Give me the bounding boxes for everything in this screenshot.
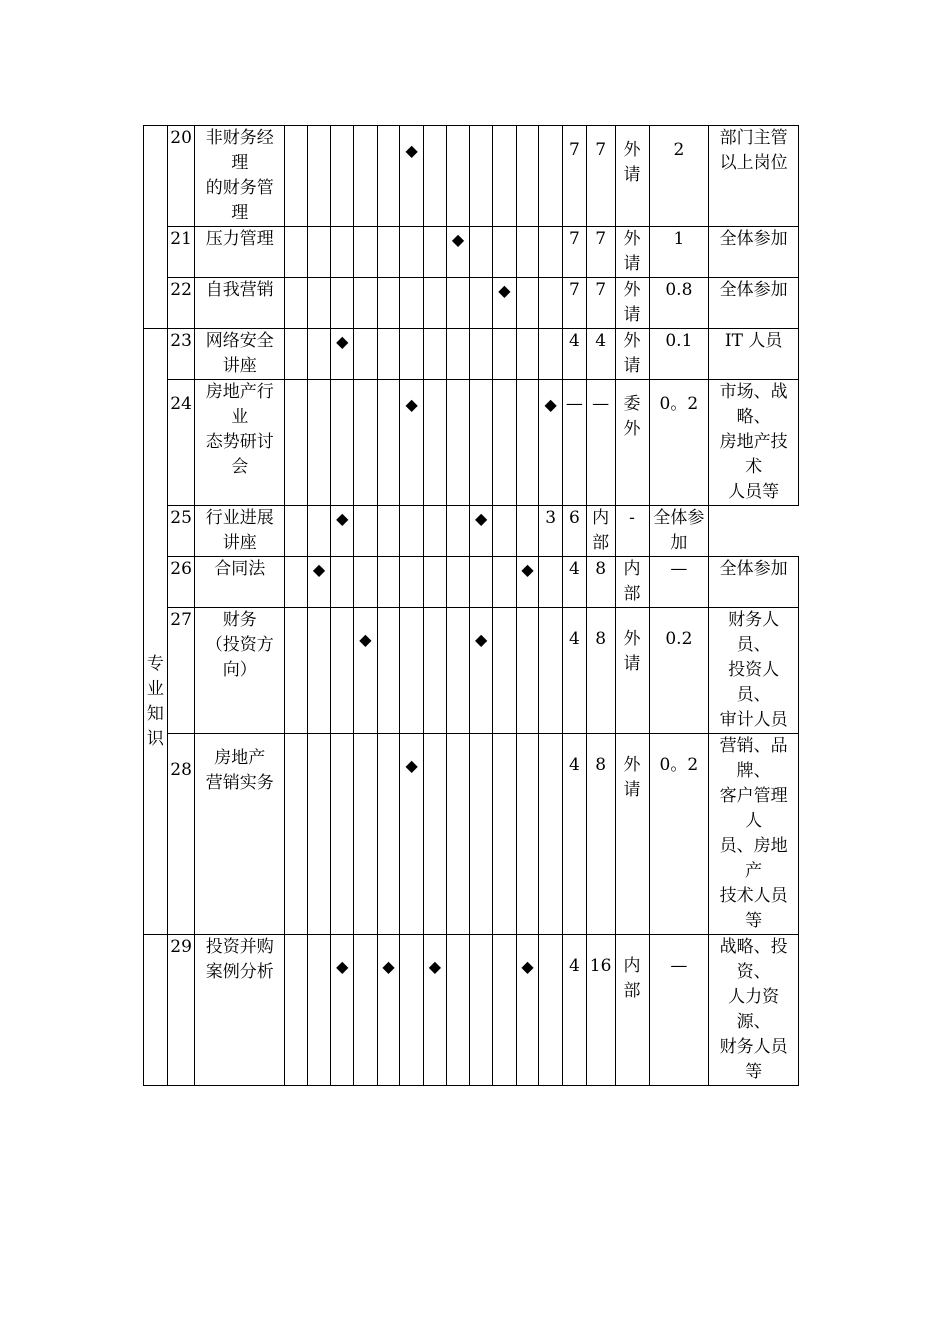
cost: —	[670, 956, 688, 976]
value-b: 8	[595, 755, 607, 775]
schedule-diamond: ◆	[428, 957, 442, 976]
category-cell-empty	[144, 126, 168, 329]
value-a: —	[565, 394, 583, 414]
method: 内 部	[615, 557, 649, 608]
schedule-diamond: ◆	[359, 630, 372, 649]
method: 外 请	[615, 227, 649, 278]
method: 内 部	[623, 956, 641, 1001]
method: 内 部	[586, 506, 615, 557]
value-a: 7	[568, 140, 580, 160]
course-name: 压力管理	[195, 227, 285, 278]
target-staff: 全体参加	[709, 557, 799, 608]
schedule-diamond: ◆	[521, 957, 534, 976]
category-cell	[144, 329, 168, 935]
training-plan-table	[143, 125, 799, 1086]
schedule-diamond: ◆	[521, 560, 534, 579]
course-name: 非财务经 理 的财务管 理	[195, 126, 285, 227]
schedule-diamond: ◆	[336, 957, 349, 976]
target-staff: 全体参加	[649, 506, 709, 557]
course-name: 合同法	[195, 557, 285, 608]
value-a: 4	[563, 557, 587, 608]
schedule-diamond: ◆	[336, 332, 349, 351]
table-row	[144, 506, 799, 557]
schedule-diamond: ◆	[498, 281, 511, 300]
row-number: 20	[167, 126, 195, 227]
row-number: 22	[167, 278, 195, 329]
value-b: 7	[586, 227, 615, 278]
course-name: 房地产 营销实务	[195, 734, 285, 935]
value-b: 4	[586, 329, 615, 380]
schedule-diamond: ◆	[544, 395, 557, 414]
row-number: 26	[167, 557, 195, 608]
cost: 2	[673, 140, 685, 160]
value-b: 8	[586, 557, 615, 608]
method: 外 请	[615, 278, 649, 329]
course-name: 行业进展 讲座	[195, 506, 285, 557]
cost: —	[649, 557, 709, 608]
method: 外 请	[615, 329, 649, 380]
table-row	[144, 126, 799, 227]
target-staff: 营销、品 牌、 客户管理 人 员、房地 产 技术人员 等	[709, 734, 799, 935]
table-row	[144, 734, 799, 935]
value-a: 4	[568, 629, 580, 649]
value-b: —	[592, 394, 610, 414]
schedule-diamond: ◆	[382, 957, 395, 976]
schedule-diamond: ◆	[451, 230, 465, 249]
target-staff: 财务人 员、 投资人 员、 审计人员	[709, 608, 799, 734]
target-staff: 市场、战 略、 房地产技 术 人员等	[709, 380, 799, 506]
cost: 0。2	[659, 755, 699, 775]
value-a: 4	[568, 956, 580, 976]
course-name: 投资并购 案例分析	[195, 935, 285, 1086]
cost: 0.1	[649, 329, 709, 380]
target-staff: 全体参加	[709, 278, 799, 329]
cost: 0.8	[649, 278, 709, 329]
value-a: 4	[568, 755, 580, 775]
target-staff: IT 人员	[709, 329, 799, 380]
table-row	[144, 329, 799, 380]
table-row	[144, 935, 799, 1086]
cost: 0.2	[665, 629, 693, 649]
value-b: 16	[589, 956, 612, 976]
row-number: 24	[167, 380, 195, 506]
row-number: 28	[167, 734, 195, 935]
cost: 0。2	[659, 394, 699, 414]
row-number: 27	[167, 608, 195, 734]
method: 外 请	[623, 755, 641, 800]
value-a: 7	[563, 278, 587, 329]
table-row	[144, 557, 799, 608]
value-b: 7	[586, 278, 615, 329]
value-a: 3	[539, 506, 563, 557]
schedule-diamond: ◆	[405, 141, 418, 160]
course-name: 网络安全 讲座	[195, 329, 285, 380]
row-number: 23	[167, 329, 195, 380]
schedule-diamond: ◆	[405, 395, 418, 414]
method: 外 请	[623, 629, 641, 674]
cost: -	[615, 506, 649, 557]
course-name: 自我营销	[195, 278, 285, 329]
table-row	[144, 608, 799, 734]
value-a: 7	[563, 227, 587, 278]
value-a: 4	[563, 329, 587, 380]
method: 外 请	[623, 140, 641, 185]
course-name: 房地产行 业 态势研讨 会	[195, 380, 285, 506]
schedule-diamond: ◆	[336, 509, 349, 528]
table-row	[144, 227, 799, 278]
category-label: 专业知识	[146, 653, 164, 749]
value-b: 6	[563, 506, 587, 557]
schedule-diamond: ◆	[312, 560, 326, 579]
value-b: 7	[595, 140, 607, 160]
row-number: 29	[167, 935, 195, 1086]
category-cell-empty	[144, 935, 168, 1086]
value-b: 8	[595, 629, 607, 649]
target-staff: 部门主管 以上岗位	[709, 126, 799, 227]
schedule-diamond: ◆	[475, 509, 488, 528]
target-staff: 全体参加	[709, 227, 799, 278]
table-row	[144, 380, 799, 506]
course-name: 财务 （投资方 向）	[195, 608, 285, 734]
table-row	[144, 278, 799, 329]
target-staff: 战略、投 资、 人力资 源、 财务人员 等	[709, 935, 799, 1086]
method: 委 外	[623, 394, 641, 439]
schedule-diamond: ◆	[475, 630, 488, 649]
row-number: 25	[167, 506, 195, 557]
row-number: 21	[167, 227, 195, 278]
schedule-diamond: ◆	[405, 756, 418, 775]
cost: 1	[649, 227, 709, 278]
